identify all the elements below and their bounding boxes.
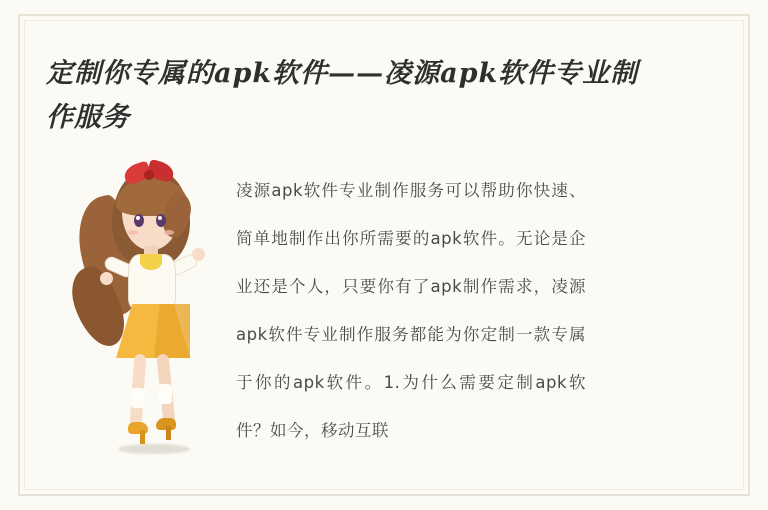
shoe-left-shape	[128, 422, 148, 434]
hand-left-shape	[100, 272, 113, 285]
sock-left-shape	[131, 388, 145, 408]
hair-bow-knot-icon	[144, 170, 154, 180]
skirt-shadow-shape	[154, 304, 190, 358]
heel-left-shape	[140, 430, 145, 444]
blush-left-icon	[128, 230, 138, 235]
blush-right-icon	[164, 230, 174, 235]
sock-right-shape	[158, 384, 172, 404]
hand-right-shape	[192, 248, 205, 261]
body-paragraph: 凌源apk软件专业制作服务可以帮助你快速、简单地制作出你所需要的apk软件。无论是企业还是个人，只要你有了apk制作需求，凌源apk软件专业制作服务都能为你定制一款专属于你的apk软件。1.为什么需要定制apk软件？如今，移动互联	[236, 180, 586, 440]
document-content	[46, 52, 722, 470]
eye-right-icon	[156, 214, 166, 227]
eye-left-icon	[134, 214, 144, 227]
page-title: 定制你专属的apk软件——凌源apk软件专业制作服务	[46, 58, 639, 133]
heel-right-shape	[166, 426, 171, 440]
collar-shape	[140, 254, 162, 270]
article-body	[46, 150, 722, 470]
cartoon-girl-illustration	[76, 156, 226, 466]
figure-shadow	[118, 444, 190, 454]
